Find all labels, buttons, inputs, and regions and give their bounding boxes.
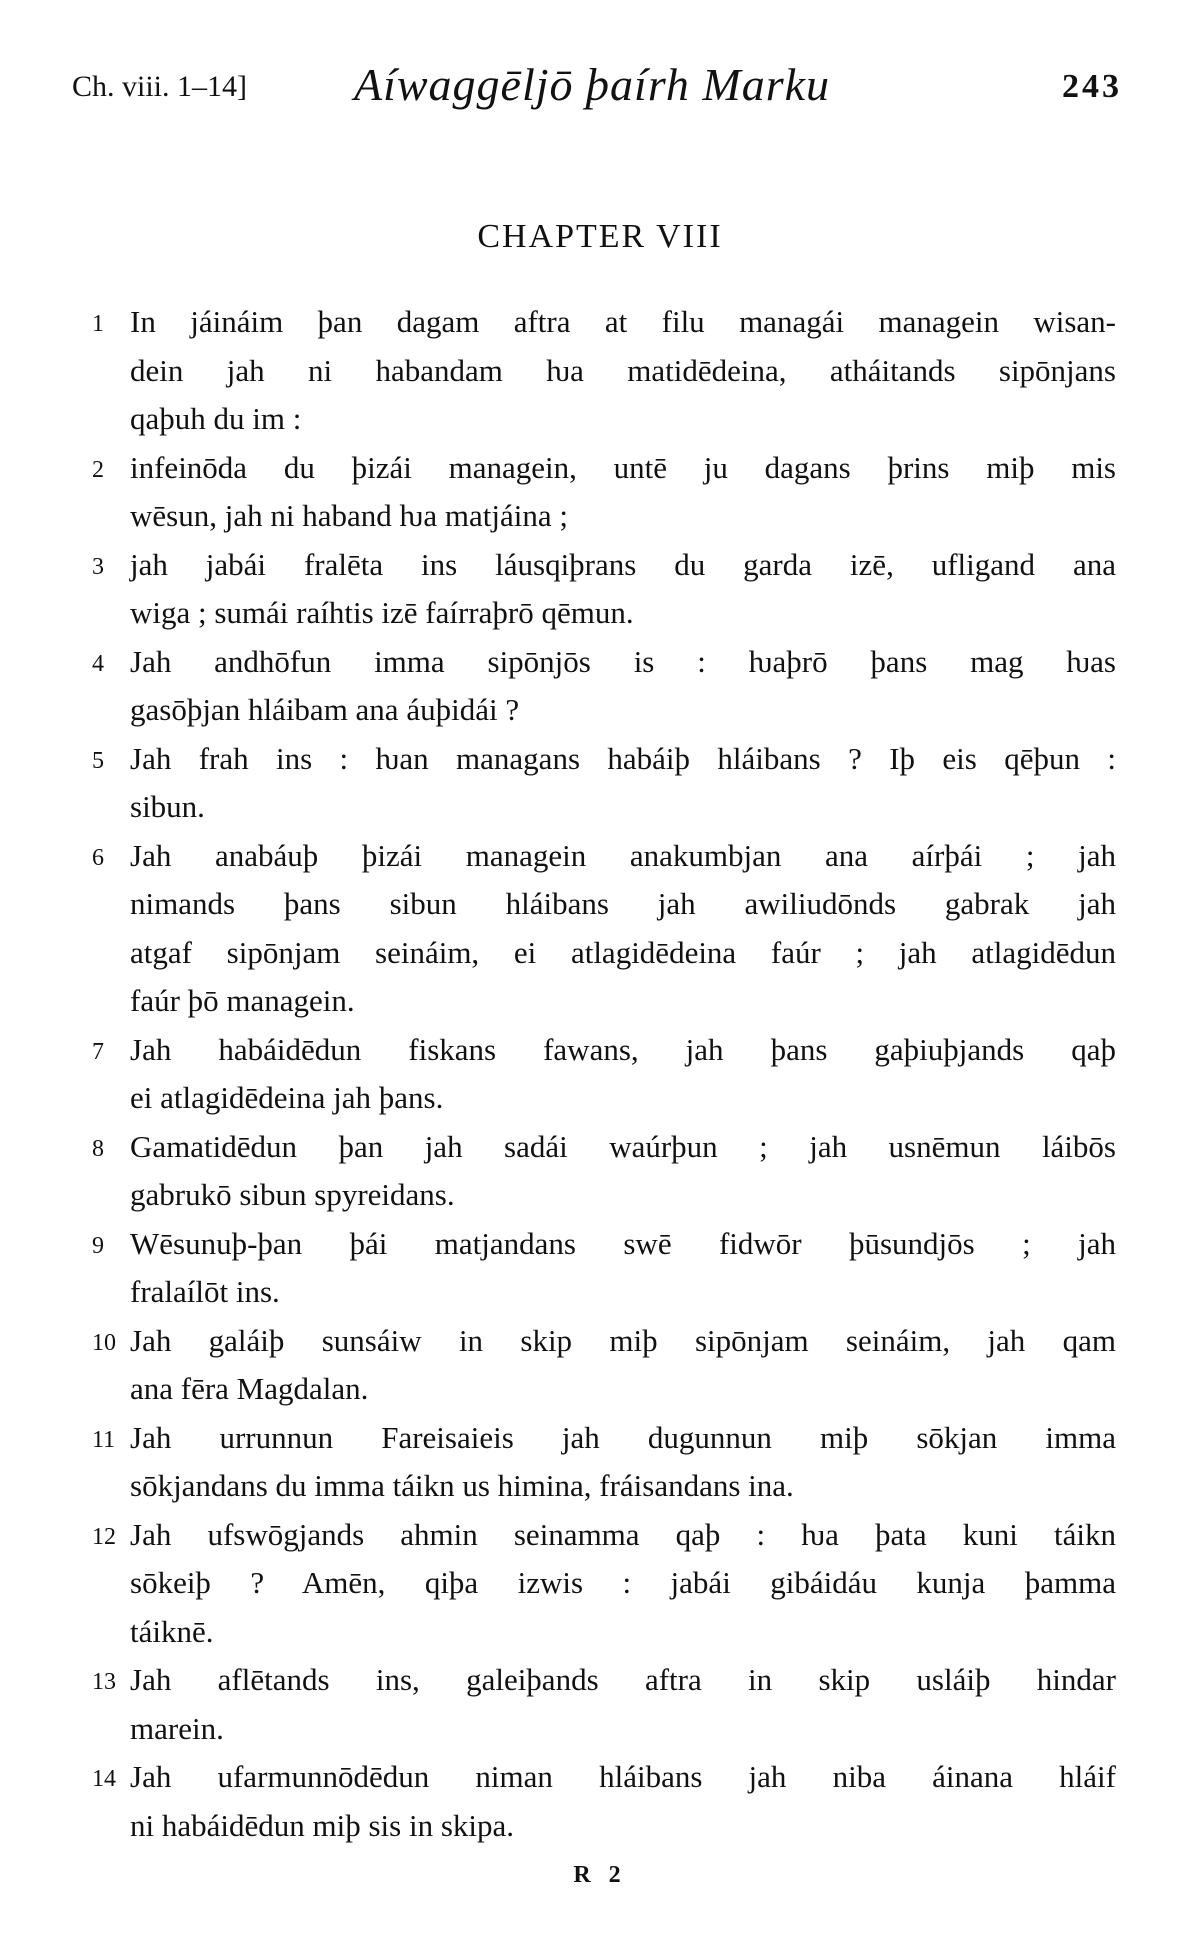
verse-line-text: fralaílōt ins. [130,1274,280,1309]
verse-line [92,1171,1116,1220]
verse-line [92,1802,1116,1851]
verse-line [92,638,1116,687]
verse-line-text: Jah ufarmunnōdēdun niman hláibans jah niba áinana hláif [130,1759,1116,1794]
signature-mark: R 2 [573,1862,627,1888]
verse-line [92,929,1116,978]
verse-line-text: Jah aflētands ins, galeiþands aftra in skip usláiþ hindar [130,1662,1116,1697]
verse-line-text: Jah ufswōgjands ahmin seinamma qaþ : ƕa þata kuni táikn [130,1516,1116,1552]
verse-line-text: ei atlagidēdeina jah þans. [130,1080,444,1115]
verse-text-body [92,298,1116,1850]
verse-line-text: In jáináim þan dagam aftra at filu managái managein wisan- [130,304,1116,339]
verse-line-text: Gamatidēdun þan jah sadái waúrþun ; jah usnēmun láibōs [130,1128,1116,1164]
chapter-heading: CHAPTER VIII [477,218,723,255]
verse-line-text: sibun. [130,789,205,824]
verse-line [92,880,1116,929]
verse-line [92,1462,1116,1511]
verse-number: 11 [92,1426,116,1453]
verse-line-text: faúr þō managein. [130,983,355,1018]
verse-number: 5 [92,747,104,774]
verse-number: 4 [92,650,104,677]
verse-line-text: wiga ; sumái raíhtis izē faírraþrō qēmun. [130,595,634,630]
verse-line [92,1608,1116,1657]
verse-line [92,444,1116,493]
verse-line [92,783,1116,832]
verse-line-text: gasōþjan hláibam ana áuþidái ? [130,692,520,727]
verse-line-text: marein. [130,1710,224,1746]
verse-line [92,395,1116,444]
verse-line [92,1656,1116,1705]
verse-line-text: Jah urrunnun Fareisaieis jah dugunnun miþ sōkjan imma [130,1419,1116,1455]
verse-line-text: Jah habáidēdun fiskans fawans, jah þans gaþiuþjands qaþ [130,1031,1116,1067]
verse-line-text: infeinōda du þizái managein, untē ju dagans þrins miþ mis [130,449,1116,485]
verse-line-text: dein jah ni habandam ƕa matidēdeina, atháitands sipōnjans [130,352,1116,388]
verse-line-text: sōkeiþ ? Amēn, qiþa izwis : jabái gibáidáu kunja þamma [130,1565,1116,1600]
verse-line-text: sōkjandans du imma táikn us himina, fráisandans ina. [130,1468,794,1503]
verse-line-text: jah jabái fralēta ins láusqiþrans du garda izē, ufligand ana [130,546,1116,582]
verse-line-text: nimands þans sibun hláibans jah awiliudōnds gabrak jah [130,886,1116,921]
page-number: 243 [1062,68,1122,105]
verse-number: 2 [92,456,104,483]
verse-line-text: Jah galáiþ sunsáiw in skip miþ sipōnjam seináim, jah qam [130,1322,1116,1358]
verse-line [92,1753,1116,1802]
verse-number: 13 [92,1669,116,1695]
verse-number: 10 [92,1329,116,1356]
verse-line [92,832,1116,881]
verse-line [92,1123,1116,1172]
verse-line [92,735,1116,784]
chapter-verse-range: Ch. viii. 1–14] [72,70,248,103]
verse-line-text: ana fēra Magdalan. [130,1371,369,1406]
verse-line-text: táiknē. [130,1613,214,1649]
verse-line [92,1220,1116,1269]
verse-line-text: wēsun, jah ni haband ƕa matjáina ; [130,498,568,533]
verse-line [92,1365,1116,1414]
book-title: Aíwaggēljō þaírh Marku [354,59,831,110]
verse-line [92,1559,1116,1608]
verse-number: 12 [92,1523,116,1550]
verse-number: 1 [92,311,104,337]
verse-number: 8 [92,1135,104,1162]
verse-number: 6 [92,844,104,871]
verse-line [92,1414,1116,1463]
verse-line [92,1268,1116,1317]
verse-line [92,1026,1116,1075]
verse-number: 9 [92,1232,104,1259]
verse-line-text: Jah andhōfun imma sipōnjōs is : ƕaþrō þans mag ƕas [130,643,1116,679]
verse-line [92,492,1116,541]
verse-line-text: ni habáidēdun miþ sis in skipa. [130,1807,515,1843]
verse-line [92,1317,1116,1366]
verse-line [92,347,1116,396]
verse-line-text: qaþuh du im : [130,401,302,436]
verse-line-text: atgaf sipōnjam seináim, ei atlagidēdeina faúr ; jah atlagidēdun [130,934,1116,970]
verse-number: 14 [92,1766,116,1792]
verse-line-text: gabrukō sibun spyreidans. [130,1177,455,1212]
verse-number: 7 [92,1038,104,1065]
verse-line [92,977,1116,1026]
running-head [72,58,1122,114]
verse-line-text: Wēsunuþ-þan þái matjandans swē fidwōr þūsundjōs ; jah [130,1225,1116,1261]
verse-line [92,1705,1116,1754]
verse-line [92,1074,1116,1123]
verse-line [92,541,1116,590]
verse-number: 3 [92,553,104,580]
verse-line [92,686,1116,735]
verse-line [92,298,1116,347]
verse-line [92,589,1116,638]
verse-line [92,1511,1116,1560]
verse-line-text: Jah frah ins : ƕan managans habáiþ hláibans ? Iþ eis qēþun : [130,740,1116,776]
verse-line-text: Jah anabáuþ þizái managein anakumbjan ana aírþái ; jah [130,837,1116,873]
